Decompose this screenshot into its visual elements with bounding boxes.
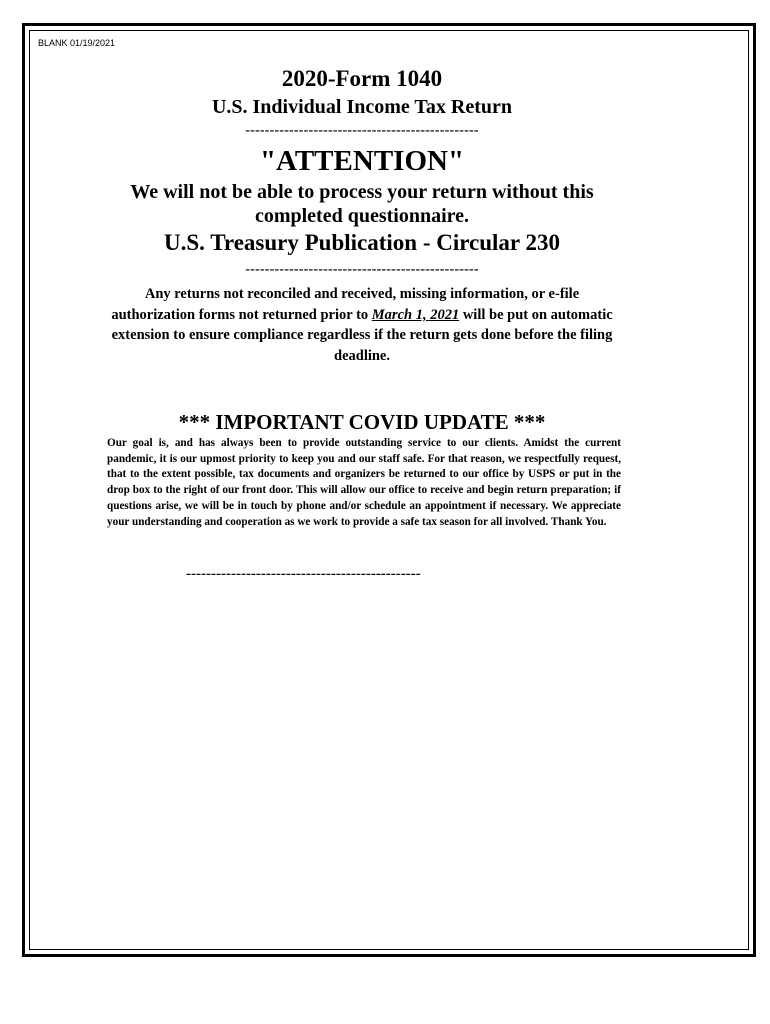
covid-body: Our goal is, and has always been to provide outstanding service to our clients. Amidst the current pandemic, it is our upmost priority to keep you and our staff safe. For that reason, we respectfully request, that to the extent possible, tax documents and organizers be returned to our office by USPS or put in the drop box to the right of our front door. This will allow our office to receive and begin return preparation; if questions arise, we will be in touch by phone and/or schedule an appointment if necessary. We appreciate your understanding and cooperation as we work to provide a safe tax season for all involved. Thank You. — [107, 437, 621, 528]
separator-top: ------------------------------------------------ — [245, 123, 479, 138]
separator-bottom: ----------------------------------------------- — [186, 566, 421, 582]
covid-heading: *** IMPORTANT COVID UPDATE *** — [178, 410, 546, 434]
publication-heading: U.S. Treasury Publication - Circular 230 — [164, 230, 560, 255]
returns-notice-text: Any returns not reconciled and received, missing information, or e-file authorization forms not returned prior to — [111, 286, 580, 323]
notice-line-1: We will not be able to process your return without this — [130, 181, 594, 203]
separator-middle: ------------------------------------------------ — [245, 262, 479, 277]
questionnaire-notice — [100, 180, 624, 228]
form-title: 2020-Form 1040 — [281, 66, 443, 91]
attention-heading: "ATTENTION" — [259, 145, 465, 177]
returns-notice-text-end: will be put on automatic extension to ensure compliance regardless if the return gets done before the filing deadline. — [111, 306, 613, 364]
form-subtitle: U.S. Individual Income Tax Return — [211, 96, 513, 118]
form-code: BLANK 01/19/2021 — [38, 38, 116, 48]
returns-notice — [102, 284, 622, 366]
deadline-date: March 1, 2021 — [371, 306, 460, 323]
notice-line-2: completed questionnaire. — [254, 205, 470, 227]
